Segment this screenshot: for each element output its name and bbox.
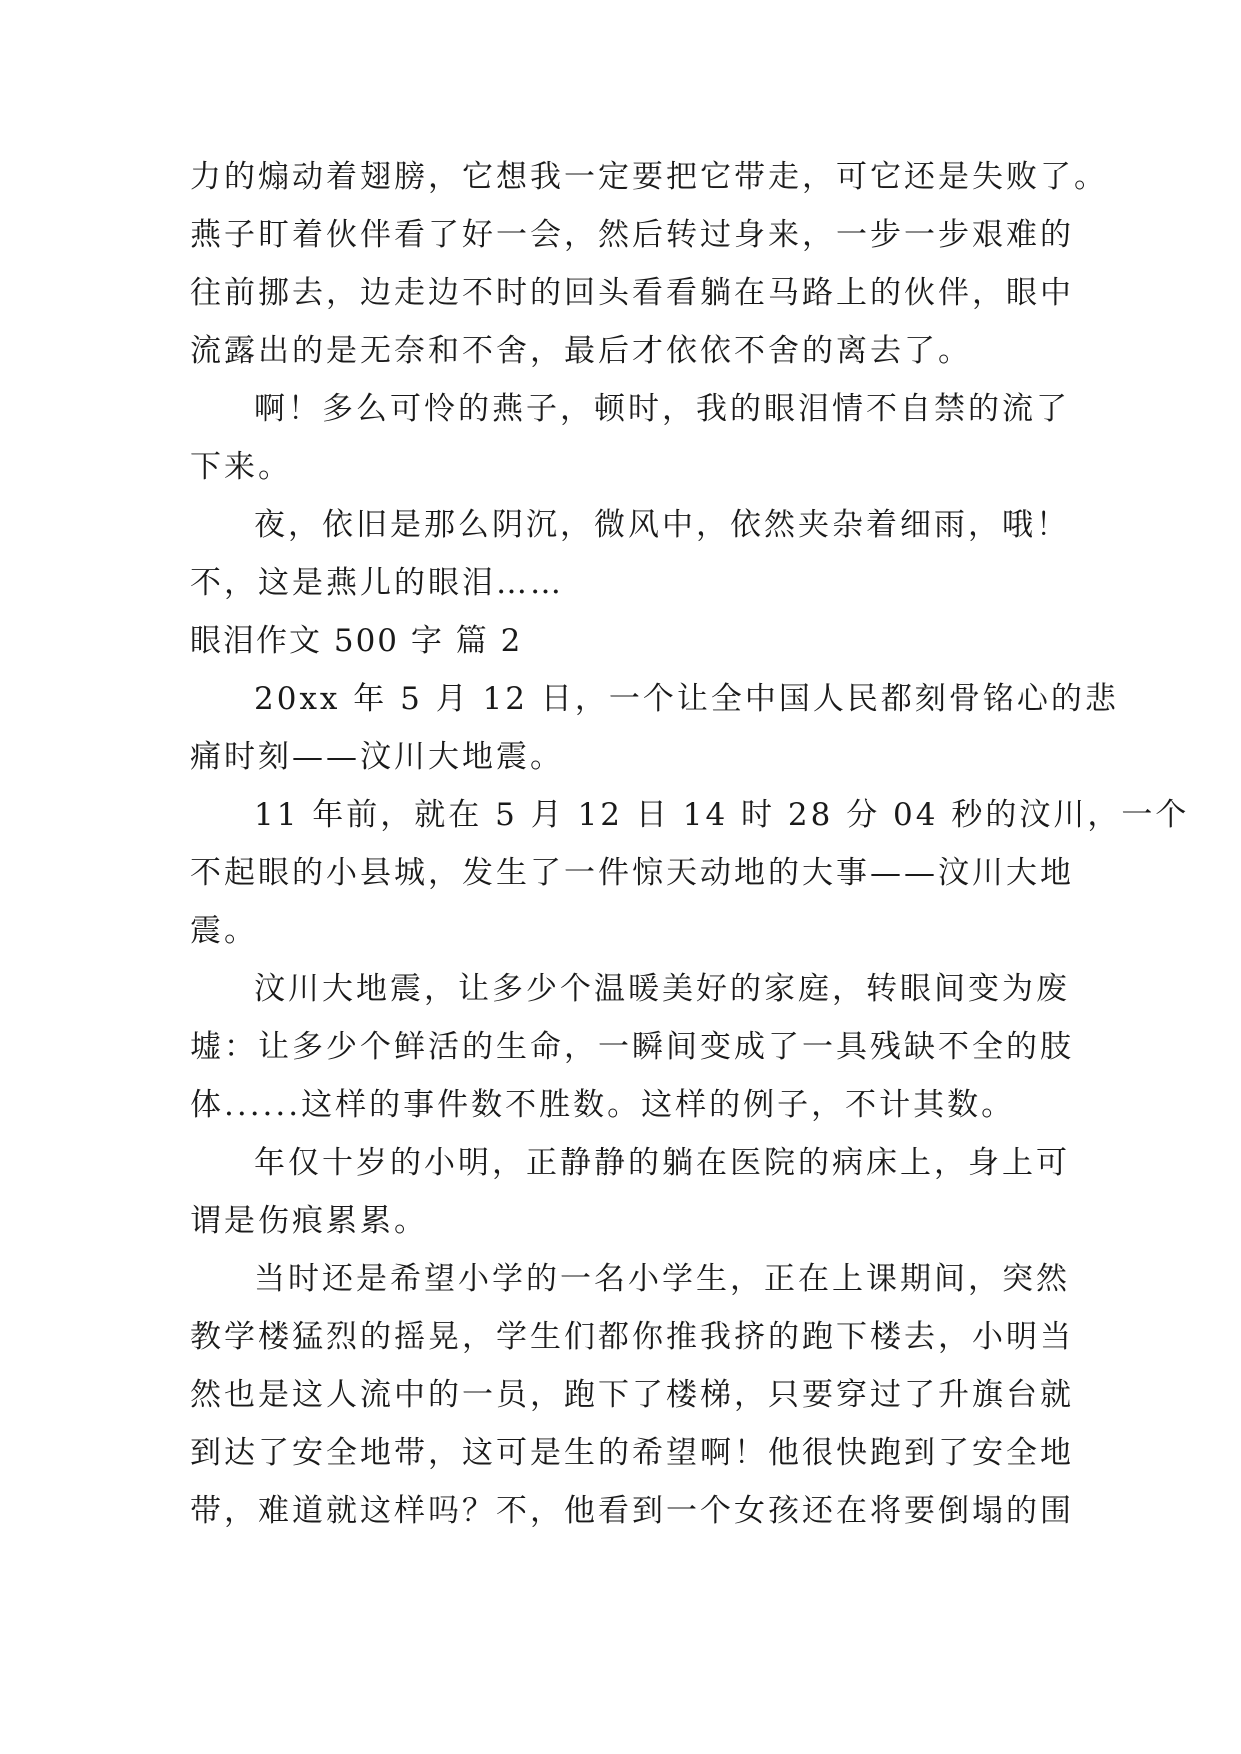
text-line: 11 年前，就在 5 月 12 日 14 时 28 分 04 秒的汶川，一个: [254, 797, 1190, 833]
text-line: 然也是这人流中的一员，跑下了楼梯，只要穿过了升旗台就: [190, 1377, 1074, 1413]
text-line: 教学楼猛烈的摇晃，学生们都你推我挤的跑下楼去，小明当: [190, 1319, 1074, 1355]
text-line: 20xx 年 5 月 12 日，一个让全中国人民都刻骨铭心的悲: [254, 681, 1119, 717]
text-line: 痛时刻——汶川大地震。: [190, 739, 564, 775]
section-heading: 眼泪作文 500 字 篇 2: [190, 623, 523, 659]
text-line: 夜，依旧是那么阴沉，微风中，依然夹杂着细雨，哦！: [254, 507, 1070, 543]
text-line: 不起眼的小县城，发生了一件惊天动地的大事——汶川大地: [190, 855, 1074, 891]
text-line: 年仅十岁的小明，正静静的躺在医院的病床上，身上可: [254, 1145, 1070, 1181]
text-line: 力的煽动着翅膀，它想我一定要把它带走，可它还是失败了。: [190, 159, 1108, 195]
document-body: [190, 148, 1190, 1540]
text-line: 震。: [190, 913, 258, 949]
text-line: 当时还是希望小学的一名小学生，正在上课期间，突然: [254, 1261, 1070, 1297]
text-line: 墟：让多少个鲜活的生命，一瞬间变成了一具残缺不全的肢: [190, 1029, 1074, 1065]
text-line: 谓是伤痕累累。: [190, 1203, 428, 1239]
text-line: 燕子盯着伙伴看了好一会，然后转过身来，一步一步艰难的: [190, 217, 1074, 253]
text-line: 体......这样的事件数不胜数。这样的例子，不计其数。: [190, 1087, 1016, 1123]
text-line: 流露出的是无奈和不舍，最后才依依不舍的离去了。: [190, 333, 972, 369]
text-line: 啊！多么可怜的燕子，顿时，我的眼泪情不自禁的流了: [254, 391, 1070, 427]
text-line: 带，难道就这样吗？不，他看到一个女孩还在将要倒塌的围: [190, 1493, 1074, 1529]
text-line: 汶川大地震，让多少个温暖美好的家庭，转眼间变为废: [254, 971, 1070, 1007]
text-line: 往前挪去，边走边不时的回头看看躺在马路上的伙伴，眼中: [190, 275, 1074, 311]
text-line: 到达了安全地带，这可是生的希望啊！他很快跑到了安全地: [190, 1435, 1074, 1471]
text-line: 下来。: [190, 449, 292, 485]
text-line: 不，这是燕儿的眼泪……: [190, 565, 564, 601]
